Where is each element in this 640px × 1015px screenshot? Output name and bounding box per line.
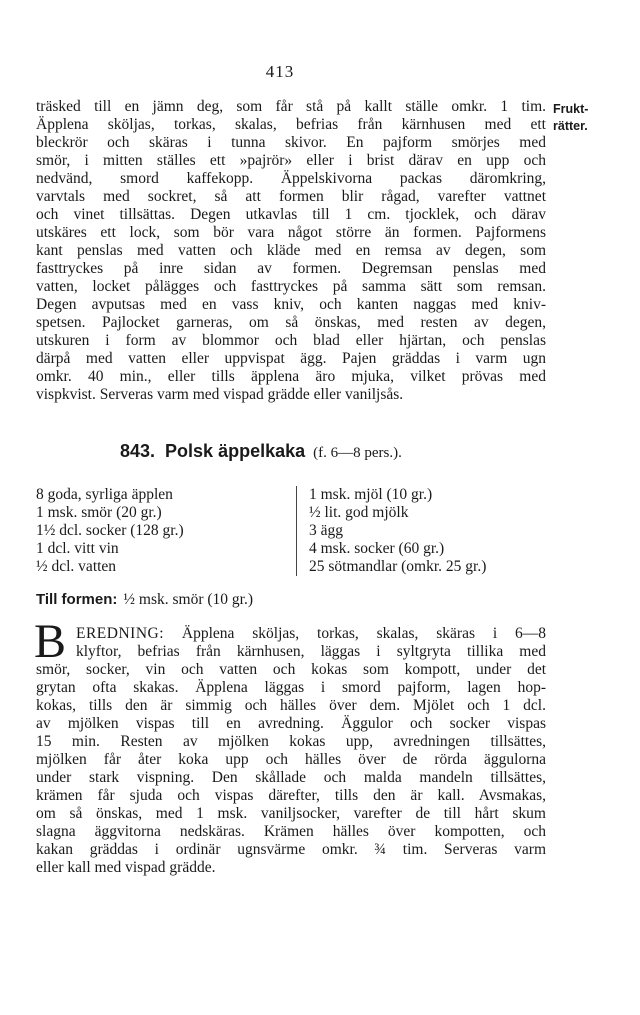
- text-line: slagna äggvitorna nedskäras. Krämen hälles över kompotten, och: [36, 823, 546, 840]
- text-line: smör, i mitten ställes ett »pajrör» eller i brist därav en upp och: [36, 152, 546, 169]
- text-line: mjölken får åter koka upp och hälles över de rörda äggulorna: [36, 751, 546, 768]
- page-number: 413: [265, 62, 295, 81]
- text-line: kant penslas med vatten och kläde med en remsa av degen, som: [36, 242, 546, 259]
- text-line: kokas, tills den är simmig och hälles över dem. Mjölet och 1 dcl.: [36, 697, 546, 714]
- text-line: kakan gräddas i ordinär ugnsvärme omkr. ¾ tim. Serveras varm: [36, 841, 546, 858]
- text-line: fasttryckes på inre sidan av formen. Degremsan penslas med: [36, 260, 546, 277]
- ingredient-item: 1 msk. smör (20 gr.): [36, 504, 162, 521]
- text-line: klyftor, befrias från kärnhusen, läggas i syltgryta tillika med: [76, 643, 546, 660]
- text-line: eller kall med vispad grädde.: [36, 859, 216, 876]
- text-line: och vinet tillsättas. Degen utkavlas till 1 cm. tjocklek, och därav: [36, 206, 546, 223]
- text-line: om så önskas, med 1 msk. vaniljsocker, varefter de till hårt skum: [36, 805, 546, 822]
- recipe-serving: (f. 6—8 pers.).: [313, 445, 402, 461]
- text-line: träsked till en jämn deg, som får stå på kallt ställe omkr. 1 tim.: [36, 98, 546, 115]
- text-line: varvtals med sockret, så att formen blir rågad, varefter vattnet: [36, 188, 546, 205]
- ingredient-item: ½ dcl. vatten: [36, 558, 117, 575]
- text-line: 15 min. Resten av mjölken kokas upp, avredningen tillsättes,: [36, 733, 546, 750]
- text-line: vispkvist. Serveras varm med vispad grädde eller vaniljsås.: [36, 386, 404, 403]
- method-paragraph: [36, 625, 546, 877]
- text-line: under stark vispning. Den skållade och malda mandeln tillsättes,: [36, 769, 546, 786]
- method-lead: EREDNING:: [76, 625, 165, 642]
- ingredient-item: 1 msk. mjöl (10 gr.): [309, 486, 433, 503]
- text-line: därpå med vatten eller uppvispat ägg. Pajen gräddas i varm ugn: [36, 350, 546, 367]
- form-text: ½ msk. smör (10 gr.): [123, 591, 253, 608]
- ingredient-item: 8 goda, syrliga äpplen: [36, 486, 173, 503]
- margin-note: [553, 101, 633, 135]
- margin-note-line: rätter.: [553, 119, 588, 133]
- recipe-number: 843.: [120, 441, 156, 461]
- text-line: nedvänd, smord kaffekopp. Äppelskivorna packas däromkring,: [36, 170, 546, 187]
- form-label: Till formen:: [36, 591, 118, 608]
- text-line: spetsen. Pajlocket garneras, om så önskas, med resten av degen,: [36, 314, 546, 331]
- ingredient-item: 3 ägg: [309, 522, 344, 539]
- ingredient-item: 1½ dcl. socker (128 gr.): [36, 522, 184, 539]
- text-line: [76, 625, 546, 643]
- ingredient-item: 25 sötmandlar (omkr. 25 gr.): [309, 558, 487, 575]
- margin-note-line: Frukt-: [553, 102, 589, 116]
- text-line: av mjölken vispas till en avredning. Äggulor och socker vispas: [36, 715, 546, 732]
- method-first-line: Äpplena sköljas, torkas, skalas, skäras i 6—8: [181, 625, 546, 642]
- text-line: utskuren i form av blommor och blad eller hjärtan, och penslas: [36, 332, 546, 349]
- ingredient-item: 4 msk. socker (60 gr.): [309, 540, 445, 557]
- recipe-heading: [120, 441, 402, 462]
- ingredient-item: ½ lit. god mjölk: [309, 504, 409, 521]
- ingredients-left-column: [36, 486, 184, 576]
- form-requirement: [36, 591, 253, 609]
- text-line: Äpplena sköljas, torkas, skalas, befrias från kärnhusen med ett: [36, 116, 546, 133]
- text-line: bleckrör och skäras i tunna skivor. En pajform smörjes med: [36, 134, 546, 151]
- text-line: Degen avputsas med en vass kniv, och kanten naggas med kniv-: [36, 296, 546, 313]
- ingredients-right-column: [296, 486, 486, 576]
- ingredient-item: 1 dcl. vitt vin: [36, 540, 119, 557]
- text-line: utskäres ett lock, som bör vara något större än formen. Pajformens: [36, 224, 546, 241]
- drop-cap: B: [34, 615, 67, 668]
- text-line: grytan ofta skakas. Äpplena läggas i smord pajform, lagen hop-: [36, 679, 546, 696]
- intro-paragraph: [36, 98, 546, 404]
- text-line: vatten, locket pålägges och fasttryckes på samma sätt som remsan.: [36, 278, 546, 295]
- recipe-name: Polsk äppelkaka: [165, 441, 306, 461]
- text-line: krämen får sjuda och vispas därefter, tills den är kall. Avsmakas,: [36, 787, 546, 804]
- text-line: smör, socker, vin och vatten och kokas som kompott, under det: [36, 661, 546, 678]
- text-line: omkr. 40 min., eller tills äpplena äro mjuka, vilket prövas med: [36, 368, 546, 385]
